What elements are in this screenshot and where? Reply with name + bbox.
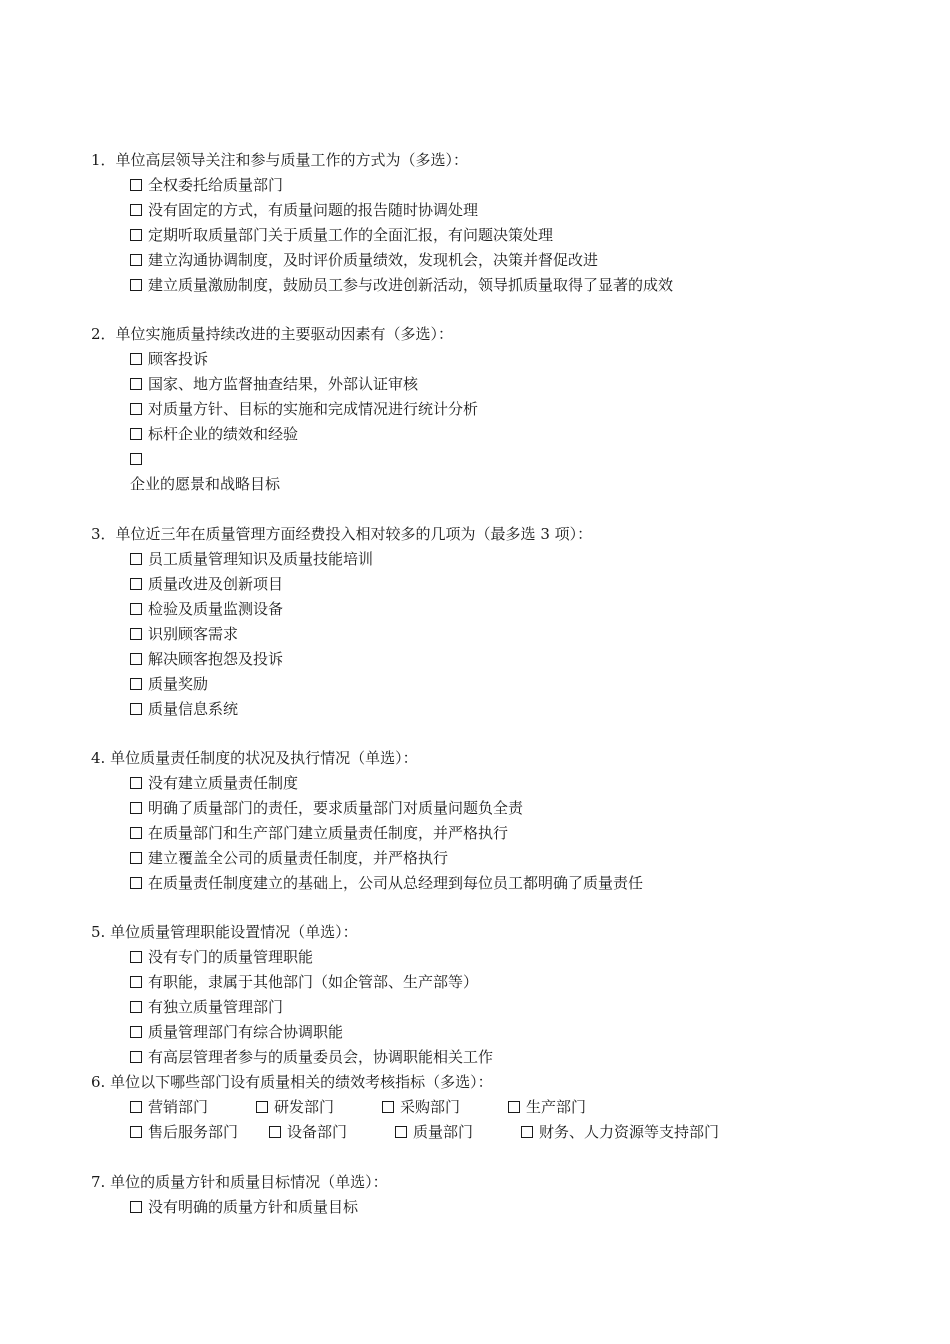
checkbox-icon[interactable]: [130, 403, 142, 415]
checkbox-option[interactable]: [130, 372, 418, 397]
checkbox-option[interactable]: [130, 672, 208, 697]
option-label: 国家、地方监督抽查结果，外部认证审核: [148, 375, 419, 393]
option-label: 识别顾客需求: [148, 625, 239, 643]
checkbox-option[interactable]: [130, 1020, 343, 1045]
option-label: 标杆企业的绩效和经验: [148, 425, 299, 443]
checkbox-icon[interactable]: [130, 827, 142, 839]
option-label: 对质量方针、目标的实施和完成情况进行统计分析: [148, 400, 479, 418]
checkbox-icon[interactable]: [269, 1126, 281, 1138]
checkbox-icon[interactable]: [130, 229, 142, 241]
option-label: 质量奖励: [148, 675, 209, 693]
checkbox-icon[interactable]: [130, 1101, 142, 1113]
checkbox-option[interactable]: [130, 347, 208, 372]
checkbox-icon[interactable]: [130, 1201, 142, 1213]
option-label: 在质量部门和生产部门建立质量责任制度，并严格执行: [148, 824, 509, 842]
checkbox-option[interactable]: [130, 796, 523, 821]
option-label: 全权委托给质量部门: [148, 176, 284, 194]
checkbox-icon[interactable]: [130, 951, 142, 963]
checkbox-icon[interactable]: [130, 603, 142, 615]
checkbox-icon[interactable]: [521, 1126, 533, 1138]
checkbox-icon[interactable]: [130, 1026, 142, 1038]
option-label: 有独立质量管理部门: [148, 998, 284, 1016]
checkbox-option[interactable]: [130, 945, 313, 970]
checkbox-icon[interactable]: [130, 254, 142, 266]
checkbox-icon[interactable]: [130, 553, 142, 565]
option-label: 设备部门: [287, 1123, 348, 1141]
checkbox-option[interactable]: [130, 248, 598, 273]
checkbox-icon[interactable]: [130, 802, 142, 814]
checkbox-icon[interactable]: [256, 1101, 268, 1113]
option-label: 质量部门: [413, 1123, 474, 1141]
checkbox-option[interactable]: [269, 1120, 347, 1145]
checkbox-icon[interactable]: [130, 378, 142, 390]
checkbox-option[interactable]: [130, 273, 673, 298]
option-label: 质量管理部门有综合协调职能: [148, 1023, 344, 1041]
option-label: 财务、人力资源等支持部门: [539, 1123, 720, 1141]
option-label: 售后服务部门: [148, 1123, 239, 1141]
option-label: 明确了质量部门的责任，要求质量部门对质量问题负全责: [148, 799, 524, 817]
question-title: 3．单位近三年在质量管理方面经费投入相对较多的几项为（最多选 3 项）：: [91, 525, 593, 543]
option-label: 建立质量激励制度，鼓励员工参与改进创新活动，领导抓质量取得了显著的成效: [148, 276, 674, 294]
option-label: 质量信息系统: [148, 700, 239, 718]
checkbox-icon[interactable]: [130, 353, 142, 365]
question-title: 2．单位实施质量持续改进的主要驱动因素有（多选）：: [91, 325, 454, 343]
checkbox-option[interactable]: [130, 597, 283, 622]
option-label: 有高层管理者参与的质量委员会，协调职能相关工作: [148, 1048, 494, 1066]
checkbox-option[interactable]: [130, 970, 478, 995]
checkbox-option[interactable]: [395, 1120, 473, 1145]
checkbox-option[interactable]: [130, 871, 643, 896]
question-title: 6. 单位以下哪些部门设有质量相关的绩效考核指标（多选）：: [91, 1073, 493, 1091]
option-label: 员工质量管理知识及质量技能培训: [148, 550, 374, 568]
checkbox-option[interactable]: [130, 995, 283, 1020]
option-label: 没有固定的方式，有质量问题的报告随时协调处理: [148, 201, 479, 219]
checkbox-option[interactable]: [130, 1120, 238, 1145]
checkbox-icon[interactable]: [130, 852, 142, 864]
question-title: 1．单位高层领导关注和参与质量工作的方式为（多选）：: [91, 151, 469, 169]
option-label: 有职能，隶属于其他部门（如企管部、生产部等）: [148, 973, 479, 991]
option-label: 建立覆盖全公司的质量责任制度，并严格执行: [148, 849, 449, 867]
checkbox-option[interactable]: [256, 1095, 334, 1120]
checkbox-option[interactable]: [508, 1095, 586, 1120]
option-label: 研发部门: [274, 1098, 335, 1116]
checkbox-icon[interactable]: [130, 628, 142, 640]
option-label: 采购部门: [400, 1098, 461, 1116]
option-label: 顾客投诉: [148, 350, 209, 368]
checkbox-option[interactable]: [130, 198, 478, 223]
checkbox-option[interactable]: [130, 447, 142, 472]
checkbox-icon[interactable]: [130, 653, 142, 665]
question-title: 7. 单位的质量方针和质量目标情况（单选）：: [91, 1173, 388, 1191]
option-label: 建立沟通协调制度，及时评价质量绩效，发现机会，决策并督促改进: [148, 251, 599, 269]
checkbox-icon[interactable]: [130, 1001, 142, 1013]
checkbox-icon[interactable]: [130, 703, 142, 715]
checkbox-icon[interactable]: [130, 453, 142, 465]
option-label: 解决顾客抱怨及投诉: [148, 650, 284, 668]
checkbox-option[interactable]: [130, 422, 298, 447]
option-label: 没有专门的质量管理职能: [148, 948, 314, 966]
checkbox-option[interactable]: [130, 572, 283, 597]
checkbox-icon[interactable]: [130, 578, 142, 590]
question-title: 4. 单位质量责任制度的状况及执行情况（单选）：: [91, 749, 418, 767]
checkbox-option[interactable]: [130, 771, 298, 796]
option-label-wrapped: 企业的愿景和战略目标: [130, 475, 281, 493]
option-label: 营销部门: [148, 1098, 209, 1116]
checkbox-icon[interactable]: [130, 428, 142, 440]
checkbox-option[interactable]: [130, 1195, 358, 1220]
checkbox-icon[interactable]: [130, 204, 142, 216]
checkbox-icon[interactable]: [130, 678, 142, 690]
checkbox-option[interactable]: [130, 173, 283, 198]
checkbox-icon[interactable]: [508, 1101, 520, 1113]
checkbox-icon[interactable]: [382, 1101, 394, 1113]
option-label: 生产部门: [526, 1098, 587, 1116]
checkbox-icon[interactable]: [130, 1051, 142, 1063]
checkbox-icon[interactable]: [130, 1126, 142, 1138]
checkbox-option[interactable]: [130, 223, 553, 248]
checkbox-option[interactable]: [130, 846, 448, 871]
option-label: 质量改进及创新项目: [148, 575, 284, 593]
question-title: 5. 单位质量管理职能设置情况（单选）：: [91, 923, 358, 941]
checkbox-icon[interactable]: [130, 976, 142, 988]
option-label: 检验及质量监测设备: [148, 600, 284, 618]
option-label: 在质量责任制度建立的基础上，公司从总经理到每位员工都明确了质量责任: [148, 874, 644, 892]
checkbox-option[interactable]: [130, 1095, 208, 1120]
checkbox-icon[interactable]: [130, 777, 142, 789]
checkbox-option[interactable]: [130, 647, 283, 672]
checkbox-icon[interactable]: [130, 179, 142, 191]
option-label: 没有建立质量责任制度: [148, 774, 299, 792]
checkbox-option[interactable]: [130, 821, 508, 846]
option-label: 没有明确的质量方针和质量目标: [148, 1198, 359, 1216]
checkbox-icon[interactable]: [130, 877, 142, 889]
checkbox-option[interactable]: [382, 1095, 460, 1120]
checkbox-option[interactable]: [130, 697, 238, 722]
checkbox-option[interactable]: [521, 1120, 719, 1145]
checkbox-icon[interactable]: [130, 279, 142, 291]
option-label: 定期听取质量部门关于质量工作的全面汇报，有问题决策处理: [148, 226, 554, 244]
checkbox-icon[interactable]: [395, 1126, 407, 1138]
checkbox-option[interactable]: [130, 547, 373, 572]
checkbox-option[interactable]: [130, 622, 238, 647]
checkbox-option[interactable]: [130, 397, 478, 422]
checkbox-option[interactable]: [130, 1045, 493, 1070]
